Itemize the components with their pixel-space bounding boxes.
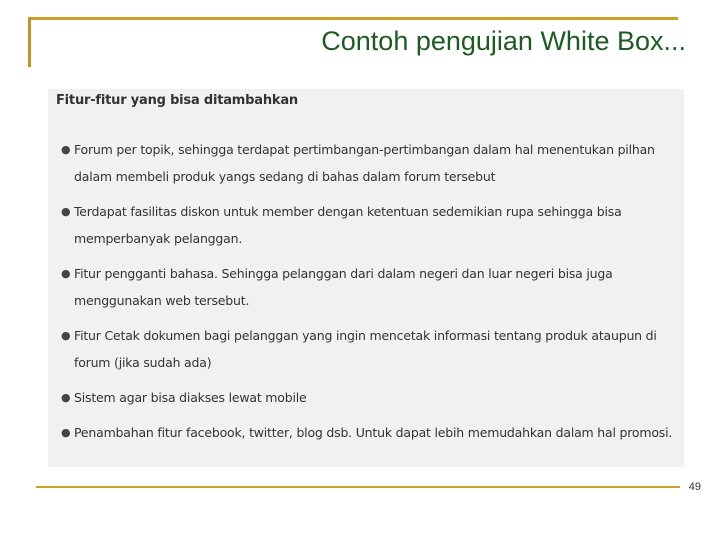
bullet-icon: ● xyxy=(61,391,71,404)
panel-heading: Fitur-fitur yang bisa ditambahkan xyxy=(56,93,298,108)
list-item-text: Terdapat fasilitas diskon untuk member dengan ketentuan sedemikian rupa sehingga bisa memperbanyak pelanggan. xyxy=(74,204,622,246)
footer-line xyxy=(36,486,680,488)
bullet-icon: ● xyxy=(61,329,71,342)
list-item-text: Sistem agar bisa diakses lewat mobile xyxy=(74,390,307,405)
slide-frame-left-line xyxy=(28,17,31,67)
list-item xyxy=(56,260,674,314)
feature-list xyxy=(56,136,674,446)
list-item-text: Penambahan fitur facebook, twitter, blog dsb. Untuk dapat lebih memudahkan dalam hal promosi. xyxy=(74,425,673,440)
list-item-text: Forum per topik, sehingga terdapat pertimbangan-pertimbangan dalam hal menentukan pilhan dalam membeli produk yangs sedang di bahas dalam forum tersebut xyxy=(74,142,655,184)
list-item xyxy=(56,136,674,190)
feature-panel xyxy=(48,89,684,467)
list-item-text: Fitur Cetak dokumen bagi pelanggan yang ingin mencetak informasi tentang produk ataupun di forum (jika sudah ada) xyxy=(74,328,657,370)
bullet-icon: ● xyxy=(61,267,71,280)
list-item-text: Fitur pengganti bahasa. Sehingga pelanggan dari dalam negeri dan luar negeri bisa juga menggunakan web tersebut. xyxy=(74,266,613,308)
bullet-icon: ● xyxy=(61,426,71,439)
slide-frame-top-line xyxy=(30,17,678,20)
bullet-icon: ● xyxy=(61,143,71,156)
list-item xyxy=(56,322,674,376)
list-item xyxy=(56,198,674,252)
list-item xyxy=(56,384,674,411)
list-item xyxy=(56,419,674,446)
page-number: 49 xyxy=(688,481,701,493)
bullet-icon: ● xyxy=(61,205,71,218)
slide-title: Contoh pengujian White Box... xyxy=(321,26,686,56)
